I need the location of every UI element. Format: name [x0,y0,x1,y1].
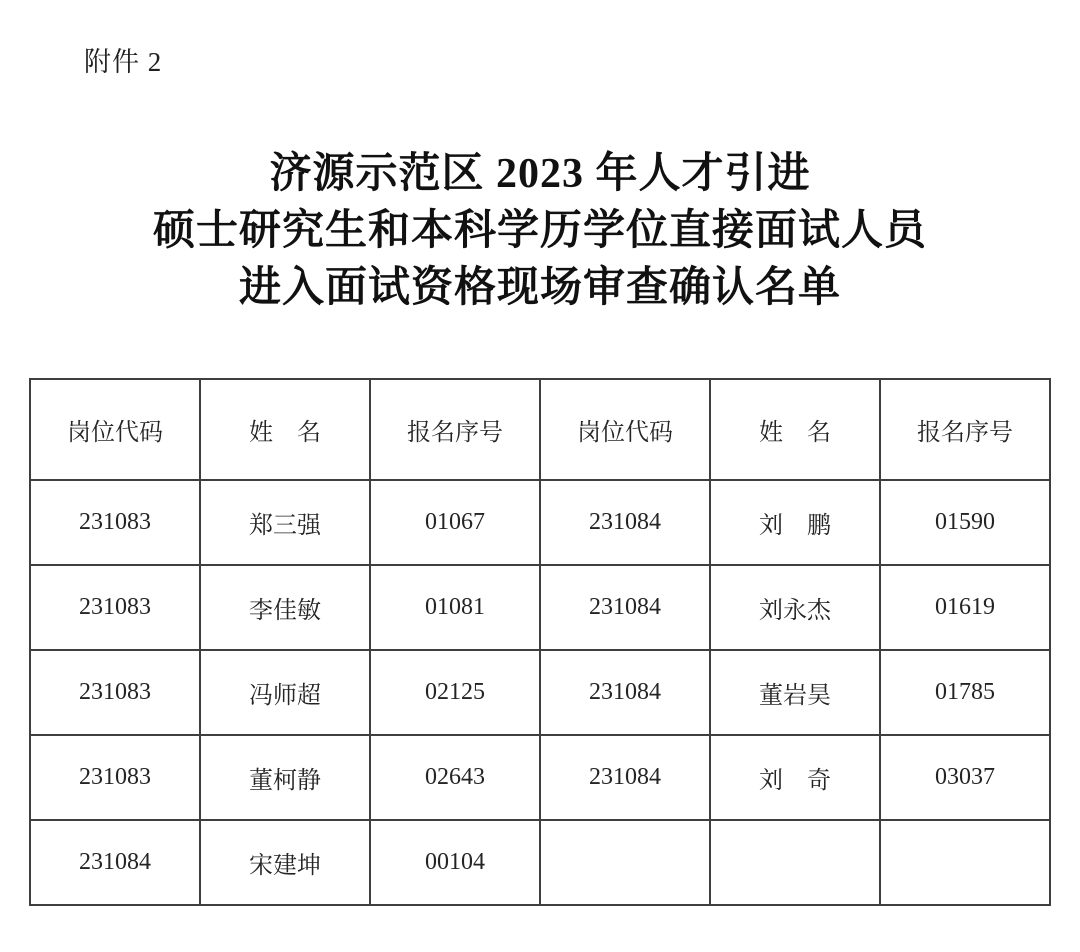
table-cell: 冯师超 [200,650,370,735]
table-cell: 231083 [30,565,200,650]
table-cell: 董柯静 [200,735,370,820]
table-cell: 231084 [540,565,710,650]
table-cell: 231083 [30,480,200,565]
table-cell: 01590 [880,480,1050,565]
attachment-label: 附件 2 [84,47,163,77]
table-header-cell: 姓 名 [710,379,880,480]
table-row [30,735,1050,820]
table-cell: 231083 [30,650,200,735]
table-header-cell: 姓 名 [200,379,370,480]
table-cell: 02125 [370,650,540,735]
table-cell [540,820,710,905]
table-header-row [30,379,1050,480]
table-body [30,480,1050,905]
table-header-cell: 报名序号 [370,379,540,480]
table-cell: 231084 [540,735,710,820]
table-cell: 01785 [880,650,1050,735]
table-cell: 01081 [370,565,540,650]
table-cell: 03037 [880,735,1050,820]
title-line-2: 硕士研究生和本科学历学位直接面试人员 [152,208,927,254]
table-cell: 231084 [540,480,710,565]
table-cell: 郑三强 [200,480,370,565]
table-cell: 02643 [370,735,540,820]
table-row [30,650,1050,735]
table-cell: 231084 [30,820,200,905]
table-cell [710,820,880,905]
table-cell: 刘 鹏 [710,480,880,565]
table-cell: 01067 [370,480,540,565]
table-cell: 刘 奇 [710,735,880,820]
table-cell: 231084 [540,650,710,735]
table-cell: 00104 [370,820,540,905]
table-row [30,480,1050,565]
table-cell [880,820,1050,905]
table-cell: 01619 [880,565,1050,650]
table-header-cell: 报名序号 [880,379,1050,480]
table-header-cell: 岗位代码 [540,379,710,480]
table-cell: 李佳敏 [200,565,370,650]
document-title [0,146,1080,317]
table-row [30,820,1050,905]
table-cell: 宋建坤 [200,820,370,905]
candidates-table [29,378,1051,906]
table-row [30,565,1050,650]
table-cell: 董岩昊 [710,650,880,735]
table-cell: 231083 [30,735,200,820]
table-header-cell: 岗位代码 [30,379,200,480]
title-line-3: 进入面试资格现场审查确认名单 [238,265,841,311]
title-line-1: 济源示范区 2023 年人才引进 [269,151,811,197]
table-cell: 刘永杰 [710,565,880,650]
